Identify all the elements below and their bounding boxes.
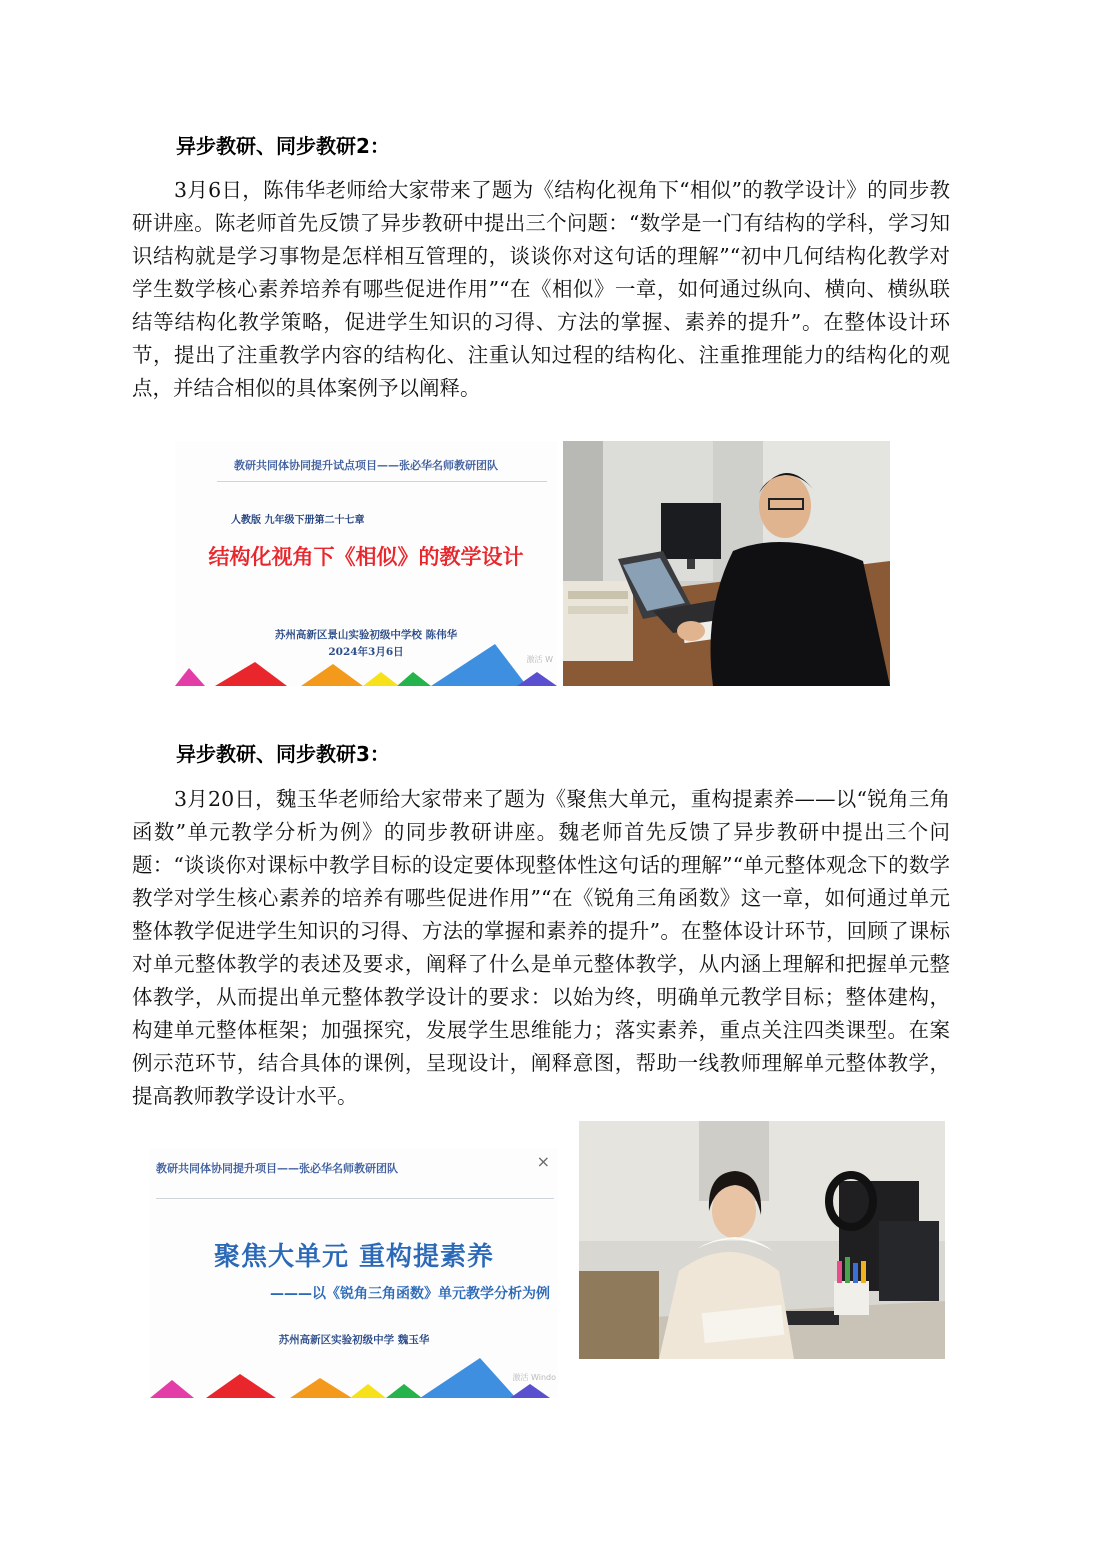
- section3-heading: 异步教研、同步教研3：: [176, 742, 390, 766]
- section3-slide-thumbnail: [150, 1148, 558, 1398]
- slide-watermark: 激活 W: [526, 655, 553, 664]
- slide-date: 2024年3月6日: [328, 646, 404, 658]
- slide-watermark: 激活 Windo: [512, 1373, 556, 1382]
- section2-teacher-photo: [563, 441, 890, 686]
- section2-slide-thumbnail: [175, 441, 557, 686]
- slide-divider: [156, 1198, 554, 1199]
- slide-school-author: 苏州高新区景山实验初级中学校 陈伟华: [274, 629, 458, 641]
- slide-subtitle: ———以《锐角三角函数》单元教学分析为例: [270, 1286, 550, 1302]
- slide-triangle-decoration: [175, 642, 557, 686]
- slide-school-author: 苏州高新区实验初级中学 魏玉华: [278, 1334, 430, 1346]
- section2-paragraph: 3月6日，陈伟华老师给大家带来了题为《结构化视角下“相似”的教学设计》的同步教研讲座。陈老师首先反馈了异步教研中提出三个问题：“数学是一门有结构的学科，学习知识结构就是学习事物是怎样相互管理的，谈谈你对这句话的理解”“初中几何结构化教学对学生数学核心素养培养有哪些促进作用”“在《相似》一章，如何通过纵向、横向、横纵联结等结构化教学策略，促进学生知识的习得、方法的掌握、素养的提升”。在整体设计环节，提出了注重教学内容的结构化、注重认知过程的结构化、注重推理能力的结构化的观点，并结合相似的具体案例予以阐释。: [132, 178, 950, 400]
- slide-divider: [217, 481, 547, 482]
- slide-title: 聚焦大单元 重构提素养: [213, 1242, 495, 1272]
- section2-heading: 异步教研、同步教研2：: [176, 134, 390, 158]
- slide-triangle-decoration: [150, 1354, 558, 1398]
- section3-paragraph: 3月20日，魏玉华老师给大家带来了题为《聚焦大单元，重构提素养——以“锐角三角函数”单元教学分析为例》的同步教研讲座。魏老师首先反馈了异步教研中提出三个问题：“谈谈你对课标中教学目标的设定要体现整体性这句话的理解”“单元整体观念下的数学教学对学生核心素养的培养有哪些促进作用”“在《锐角三角函数》这一章，如何通过单元整体教学促进学生知识的习得、方法的掌握和素养的提升”。在整体设计环节，回顾了课标对单元整体教学的表述及要求，阐释了什么是单元整体教学，从内涵上理解和把握单元整体教学，从而提出单元整体教学设计的要求：以始为终，明确单元教学目标；整体建构，构建单元整体框架；加强探究，发展学生思维能力；落实素养，重点关注四类课型。在案例示范环节，结合具体的课例，呈现设计，阐释意图，帮助一线教师理解单元整体教学，提高教师教学设计水平。: [132, 787, 950, 1108]
- slide-project-line: 教研共同体协同提升项目——张必华名师教研团队: [156, 1162, 398, 1175]
- slide-project-line: 教研共同体协同提升试点项目——张必华名师教研团队: [234, 459, 498, 472]
- section3-teacher-photo: [579, 1121, 945, 1359]
- slide-title: 结构化视角下《相似》的教学设计: [208, 545, 524, 569]
- slide-textbook-line: 人教版 九年级下册第二十七章: [231, 515, 365, 526]
- close-icon[interactable]: ×: [536, 1152, 550, 1171]
